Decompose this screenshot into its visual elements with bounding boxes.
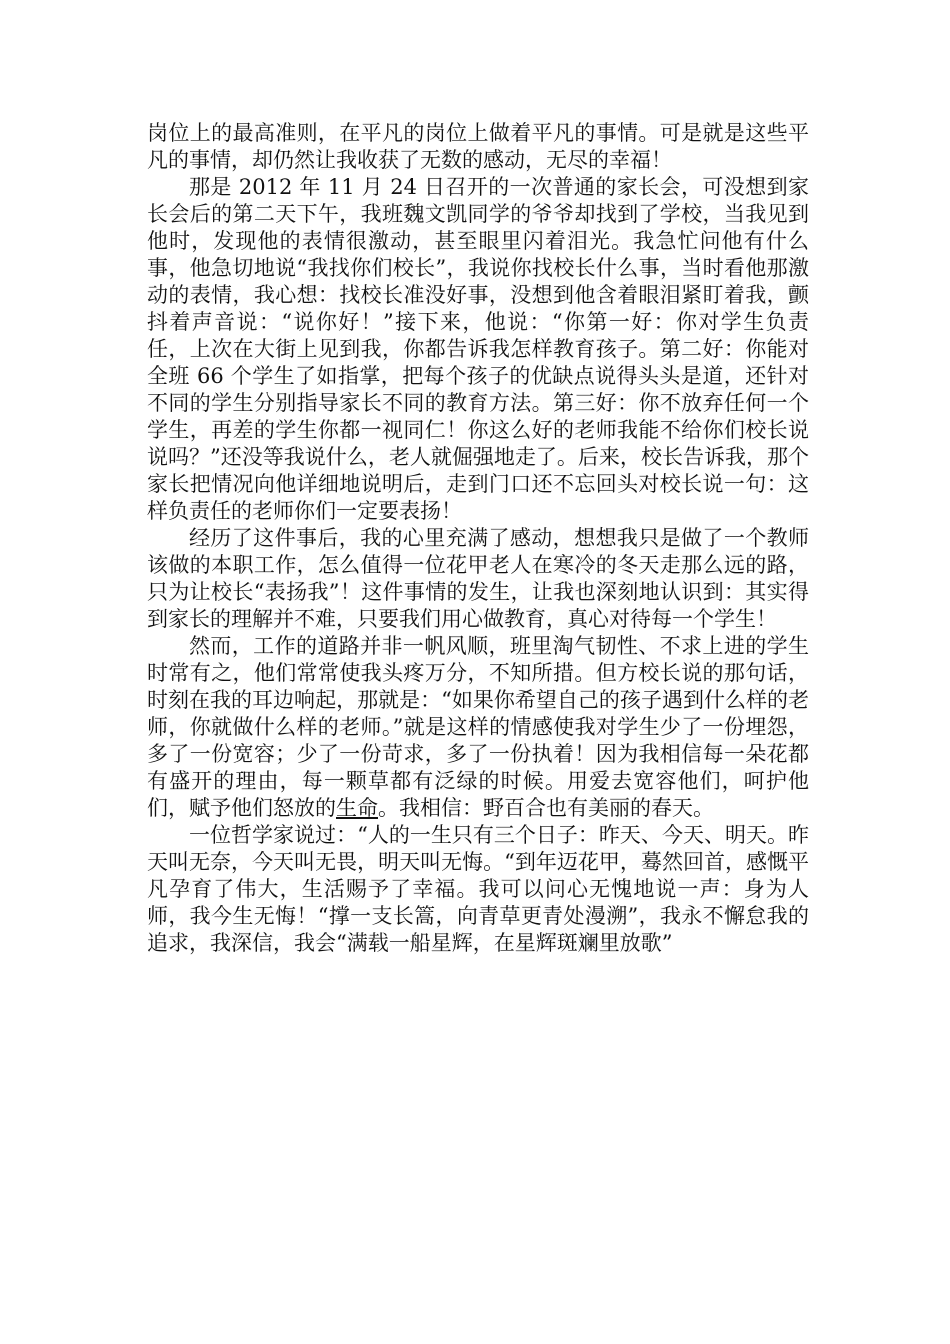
paragraph-4-text-after: 。我相信：野百合也有美丽的春天。	[378, 796, 714, 820]
paragraph-4	[147, 633, 809, 822]
paragraph-3: 经历了这件事后，我的心里充满了感动，想想我只是做了一个教师该做的本职工作，怎么值得一位花甲老人在寒冷的冬天走那么远的路，只为让校长“表扬我”！这件事情的发生，让我也深刻地认识到：其实得到家长的理解并不难，只要我们用心做教育，真心对待每一个学生！	[147, 526, 809, 631]
document-body	[147, 120, 809, 957]
paragraph-1: 岗位上的最高准则，在平凡的岗位上做着平凡的事情。可是就是这些平凡的事情，却仍然让我收获了无数的感动，无尽的幸福！	[147, 121, 809, 172]
paragraph-2: 那是 2012 年 11 月 24 日召开的一次普通的家长会，可没想到家长会后的第二天下午，我班魏文凯同学的爷爷却找到了学校，当我见到他时，发现他的表情很激动，甚至眼里闪着泪光。我急忙问他有什么事，他急切地说“我找你们校长”，我说你找校长什么事，当时看他那激动的表情，我心想：找校长准没好事，没想到他含着眼泪紧盯着我，颤抖着声音说：“说你好！”接下来，他说：“你第一好：你对学生负责任，上次在大街上见到我，你都告诉我怎样教育孩子。第二好：你能对全班 66 个学生了如指掌，把每个孩子的优缺点说得头头是道，还针对不同的学生分别指导家长不同的教育方法。第三好：你不放弃任何一个学生，再差的学生你都一视同仁！你这么好的老师我能不给你们校长说说吗？”还没等我说什么，老人就倔强地走了。后来，校长告诉我，那个家长把情况向他详细地说明后，走到门口还不忘回头对校长说一句：这样负责任的老师你们一定要表扬！	[147, 175, 809, 523]
underlined-word: 生命	[336, 796, 378, 820]
paragraph-4-text-before: 然而，工作的道路并非一帆风顺，班里淘气韧性、不求上进的学生时常有之，他们常常使我头疼万分，不知所措。但方校长说的那句话，时刻在我的耳边响起，那就是：“如果你希望自己的孩子遇到什么样的老师，你就做什么样的老师。”就是这样的情感使我对学生少了一份埋怨，多了一份宽容；少了一份苛求，多了一份执着！因为我相信每一朵花都有盛开的理由，每一颗草都有泛绿的时候。用爱去宽容他们，呵护他们，赋予他们怒放的	[147, 634, 809, 820]
paragraph-5: 一位哲学家说过：“人的一生只有三个日子：昨天、今天、明天。昨天叫无奈，今天叫无畏，明天叫无悔。“到年迈花甲，蓦然回首，感慨平凡孕育了伟大，生活赐予了幸福。我可以问心无愧地说一声：身为人师，我今生无悔！“撑一支长篙，向青草更青处漫溯”，我永不懈怠我的追求，我深信，我会“满载一船星辉，在星辉斑斓里放歌”	[147, 823, 809, 955]
